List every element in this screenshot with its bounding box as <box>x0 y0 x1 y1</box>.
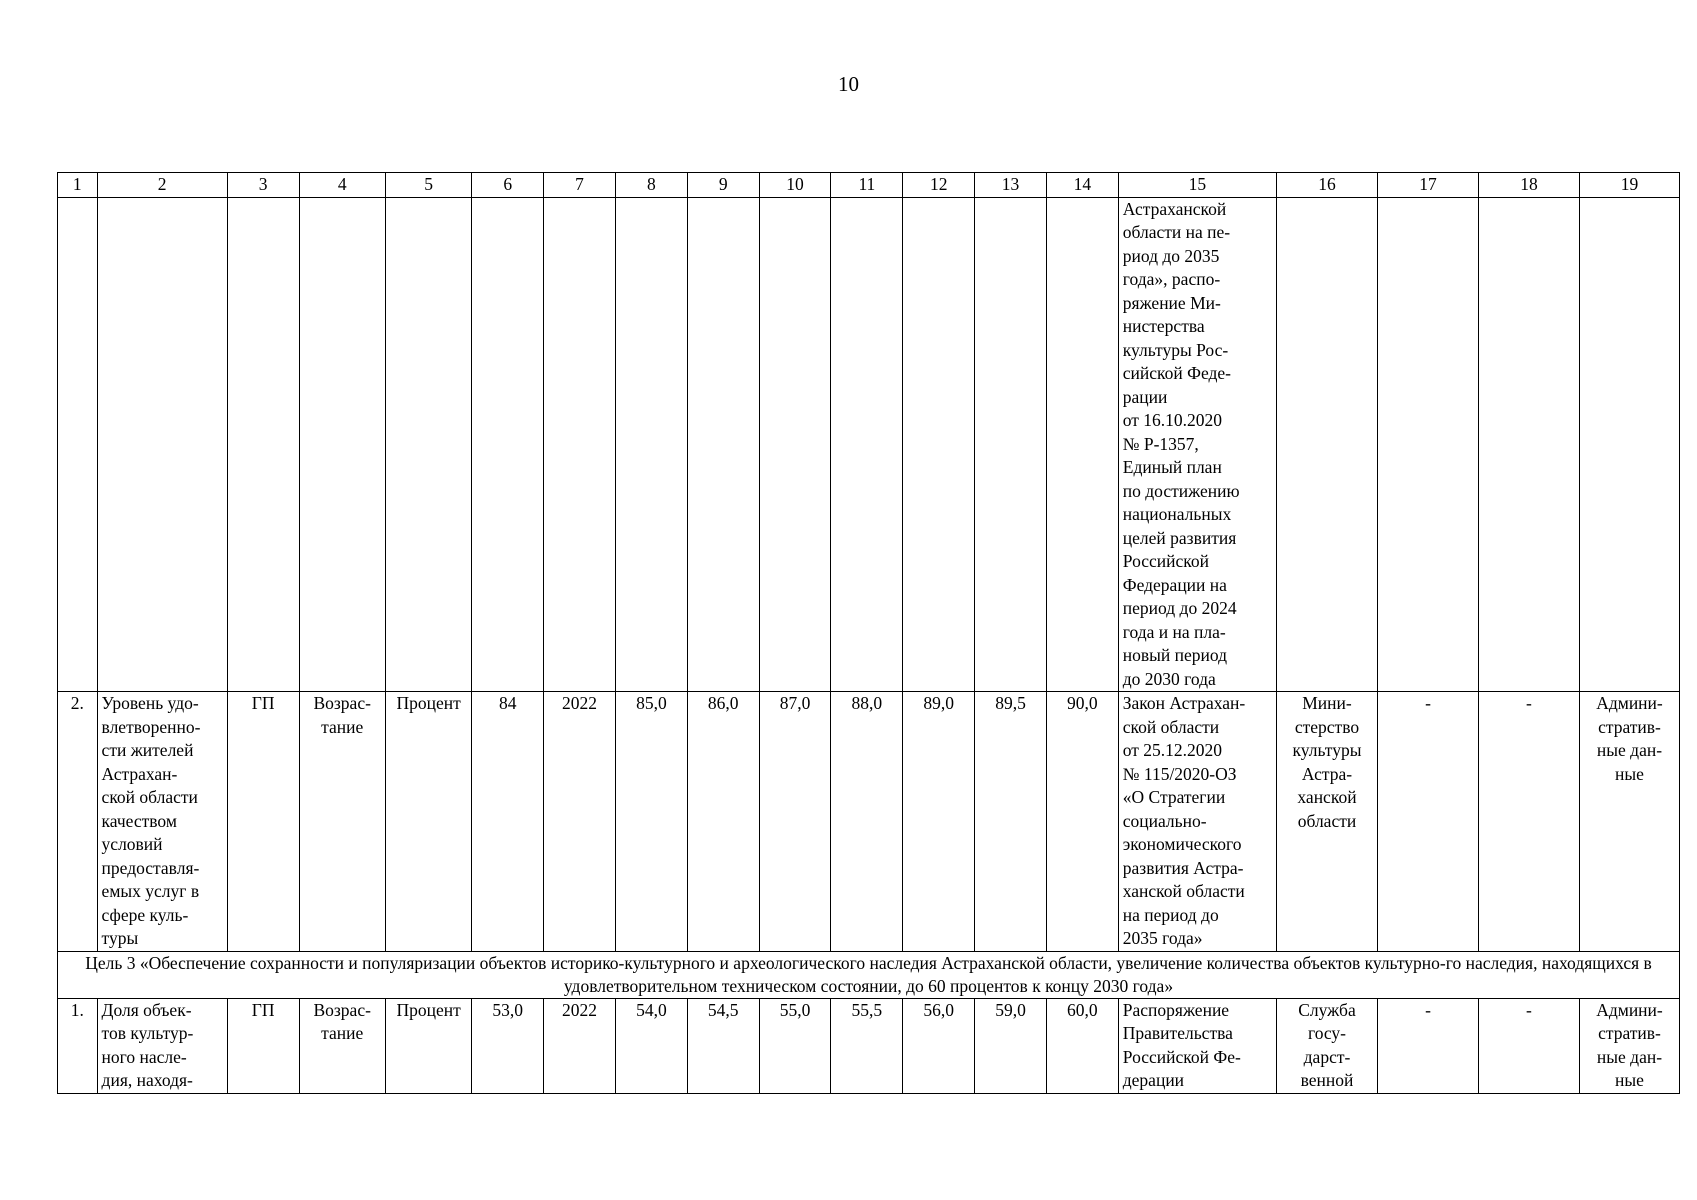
column-header: 14 <box>1046 173 1118 198</box>
indicators-table <box>57 172 1680 1094</box>
column-header: 1 <box>58 173 98 198</box>
unit-of-measure: Процент <box>385 692 471 952</box>
cell-col-18: - <box>1478 692 1579 952</box>
column-header: 11 <box>831 173 903 198</box>
responsible-body: Мини- стерство культуры Астра- ханской области <box>1277 692 1378 952</box>
value-col-13: 59,0 <box>975 998 1047 1093</box>
row-number: 1. <box>58 998 98 1093</box>
indicator-level: ГП <box>227 998 299 1093</box>
table-row <box>58 692 1680 952</box>
goal-3-heading: Цель 3 «Обеспечение сохранности и популяризации объектов историко-культурного и археологического наследия Астраханской области, увеличение количества объектов культурно-го наследия, находящихся в удовлетворительном техническом состоянии, до 60 процентов к концу 2030 года» <box>58 951 1680 998</box>
column-header: 3 <box>227 173 299 198</box>
indicator-name: Уровень удо- влетворенно- сти жителей Астрахан- ской области качеством условий предоставля- емых услуг в сфере куль- туры <box>97 692 227 952</box>
column-header: 12 <box>903 173 975 198</box>
responsible-body: Служба госу- дарст- венной <box>1277 998 1378 1093</box>
document-basis-cell: Астраханской области на пе- риод до 2035 года», распо- ряжение Ми- нистерства культуры Рос- сийской Феде- рации от 16.10.2020 № Р-1357, Единый план по достижению национальных целей развития Российской Федерации на период до 2024 года и на пла- новый период до 2030 года <box>1118 197 1276 692</box>
indicator-trend: Возрас- тание <box>299 692 385 952</box>
value-col-9: 86,0 <box>687 692 759 952</box>
cell-col-17: - <box>1377 998 1478 1093</box>
value-col-12: 89,0 <box>903 692 975 952</box>
indicator-name: Доля объек- тов культур- ного насле- дия, находя- <box>97 998 227 1093</box>
row-number: 2. <box>58 692 98 952</box>
document-basis-cell: Распоряжение Правительства Российской Фе- дерации <box>1118 998 1276 1093</box>
column-header: 17 <box>1377 173 1478 198</box>
base-year: 2022 <box>544 998 616 1093</box>
value-col-14: 60,0 <box>1046 998 1118 1093</box>
value-col-10: 87,0 <box>759 692 831 952</box>
column-header: 18 <box>1478 173 1579 198</box>
base-year: 2022 <box>544 692 616 952</box>
column-header: 8 <box>615 173 687 198</box>
value-col-10: 55,0 <box>759 998 831 1093</box>
value-col-14: 90,0 <box>1046 692 1118 952</box>
page-number: 10 <box>838 72 859 96</box>
column-header: 13 <box>975 173 1047 198</box>
column-header: 7 <box>544 173 616 198</box>
cell-col-18: - <box>1478 998 1579 1093</box>
cell-col-17: - <box>1377 692 1478 952</box>
column-header: 19 <box>1579 173 1679 198</box>
goal-row <box>58 951 1680 998</box>
indicator-trend: Возрас- тание <box>299 998 385 1093</box>
value-col-13: 89,5 <box>975 692 1047 952</box>
value-col-11: 55,5 <box>831 998 903 1093</box>
document-basis-cell: Закон Астрахан- ской области от 25.12.2020 № 115/2020-ОЗ «О Стратегии социально- экономического развития Астра- ханской области на период до 2035 года» <box>1118 692 1276 952</box>
column-header: 10 <box>759 173 831 198</box>
column-number-row <box>58 173 1680 198</box>
indicator-level: ГП <box>227 692 299 952</box>
table-row <box>58 998 1680 1093</box>
column-header: 16 <box>1277 173 1378 198</box>
unit-of-measure: Процент <box>385 998 471 1093</box>
column-header: 15 <box>1118 173 1276 198</box>
value-col-8: 54,0 <box>615 998 687 1093</box>
base-value: 84 <box>472 692 544 952</box>
column-header: 4 <box>299 173 385 198</box>
column-header: 5 <box>385 173 471 198</box>
column-header: 9 <box>687 173 759 198</box>
value-col-11: 88,0 <box>831 692 903 952</box>
value-col-12: 56,0 <box>903 998 975 1093</box>
data-source: Админи- стратив- ные дан- ные <box>1579 692 1679 952</box>
column-header: 6 <box>472 173 544 198</box>
column-header: 2 <box>97 173 227 198</box>
base-value: 53,0 <box>472 998 544 1093</box>
data-source: Админи- стратив- ные дан- ные <box>1579 998 1679 1093</box>
value-col-8: 85,0 <box>615 692 687 952</box>
table-row-continuation <box>58 197 1680 692</box>
value-col-9: 54,5 <box>687 998 759 1093</box>
